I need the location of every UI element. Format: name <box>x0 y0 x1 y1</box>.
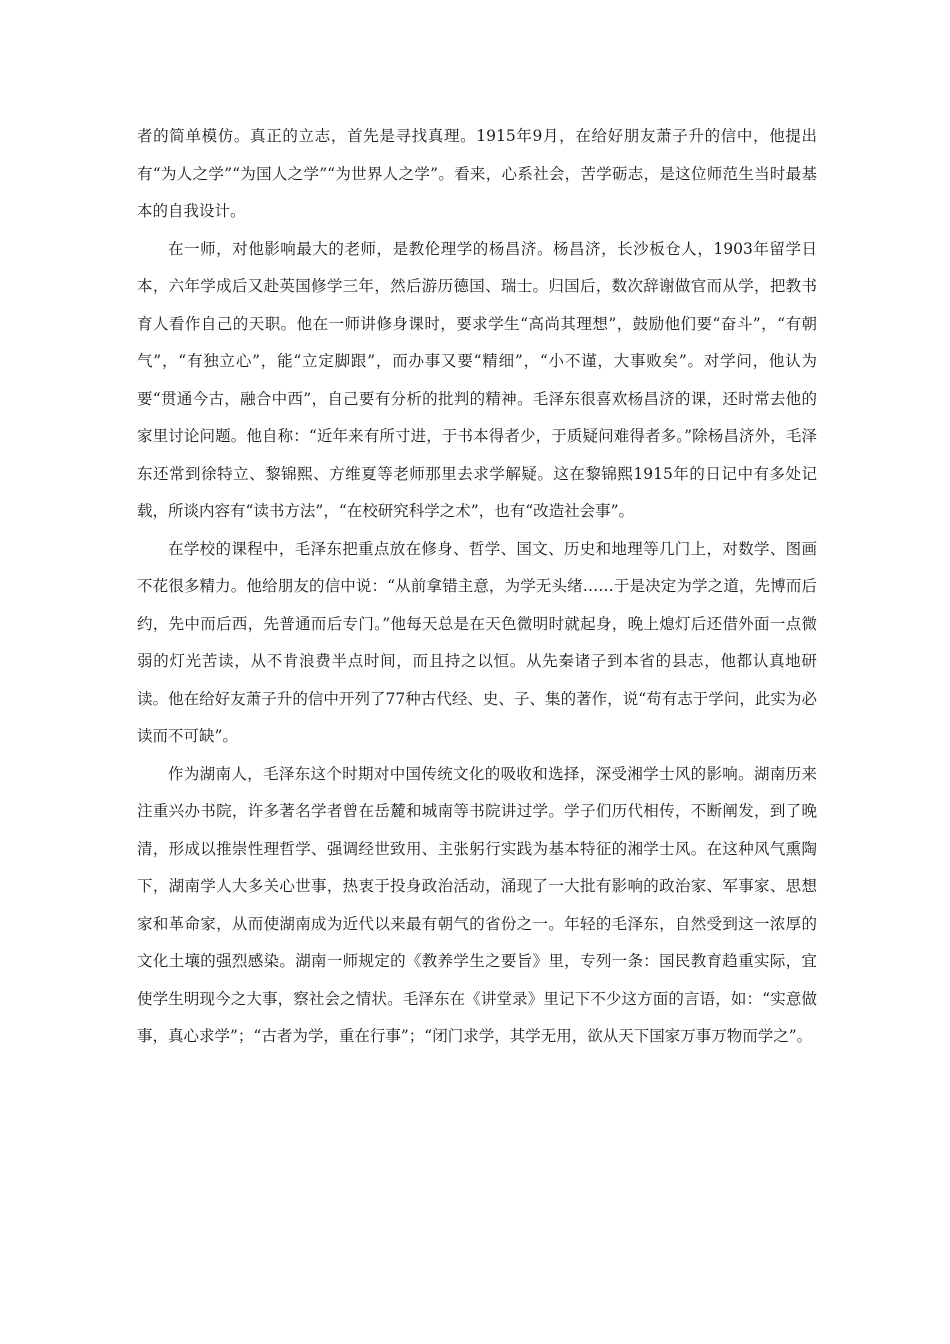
paragraph-hunan-culture: 作为湖南人，毛泽东这个时期对中国传统文化的吸收和选择，深受湘学士风的影响。湖南历来注重兴办书院，许多著名学者曾在岳麓和城南等书院讲过学。学子们历代相传，不断阐发，到了晚清，形成以推崇性理哲学、强调经世致用、主张躬行实践为基本特征的湘学士风。在这种风气熏陶下，湖南学人大多关心世事，热衷于投身政治活动，涌现了一大批有影响的政治家、军事家、思想家和革命家，从而使湖南成为近代以来最有朝气的省份之一。年轻的毛泽东，自然受到这一浓厚的文化土壤的强烈感染。湖南一师规定的《教养学生之要旨》里，专列一条：国民教育趋重实际，宜使学生明现今之大事，察社会之情状。毛泽东在《讲堂录》里记下不少这方面的言语，如：“实意做事，真心求学”；“古者为学，重在行事”；“闭门求学，其学无用，欲从天下国家万事万物而学之”。 <box>137 764 817 1045</box>
paragraph-study-habits: 在学校的课程中，毛泽东把重点放在修身、哲学、国文、历史和地理等几门上，对数学、图画不花很多精力。他给朋友的信中说：“从前拿错主意，为学无头绪……于是决定为学之道，先博而后约，先中而后西，先普通而后专门。”他每天总是在天色微明时就起身，晚上熄灯后还借外面一点微弱的灯光苦读，从不肯浪费半点时间，而且持之以恒。从先秦诸子到本省的县志，他都认真地研读。他在给好友萧子升的信中开列了77种古代经、史、子、集的著作，说“苟有志于学问，此实为必读而不可缺”。 <box>137 539 817 745</box>
paragraph-continuation: 者的简单模仿。真正的立志，首先是寻找真理。1915年9月，在给好朋友萧子升的信中，他提出有“为人之学”“为国人之学”“为世界人之学”。看来，心系社会，苦学砺志，是这位师范生当时最基本的自我设计。 <box>137 127 817 220</box>
body-text <box>137 118 817 1056</box>
paragraph-yang-changji: 在一师，对他影响最大的老师，是教伦理学的杨昌济。杨昌济，长沙板仓人，1903年留学日本，六年学成后又赴英国修学三年，然后游历德国、瑞士。归国后，数次辞谢做官而从学，把教书育人看作自己的天职。他在一师讲修身课时，要求学生“高尚其理想”，鼓励他们要“奋斗”，“有朝气”，“有独立心”，能“立定脚跟”，而办事又要“精细”，“小不谨，大事败矣”。对学问，他认为要“贯通今古，融合中西”，自己要有分析的批判的精神。毛泽东很喜欢杨昌济的课，还时常去他的家里讨论问题。他自称：“近年来有所寸进，于书本得者少，于质疑问难得者多。”除杨昌济外，毛泽东还常到徐特立、黎锦熙、方维夏等老师那里去求学解疑。这在黎锦熙1915年的日记中有多处记载，所谈内容有“读书方法”，“在校研究科学之术”，也有“改造社会事”。 <box>137 239 817 520</box>
